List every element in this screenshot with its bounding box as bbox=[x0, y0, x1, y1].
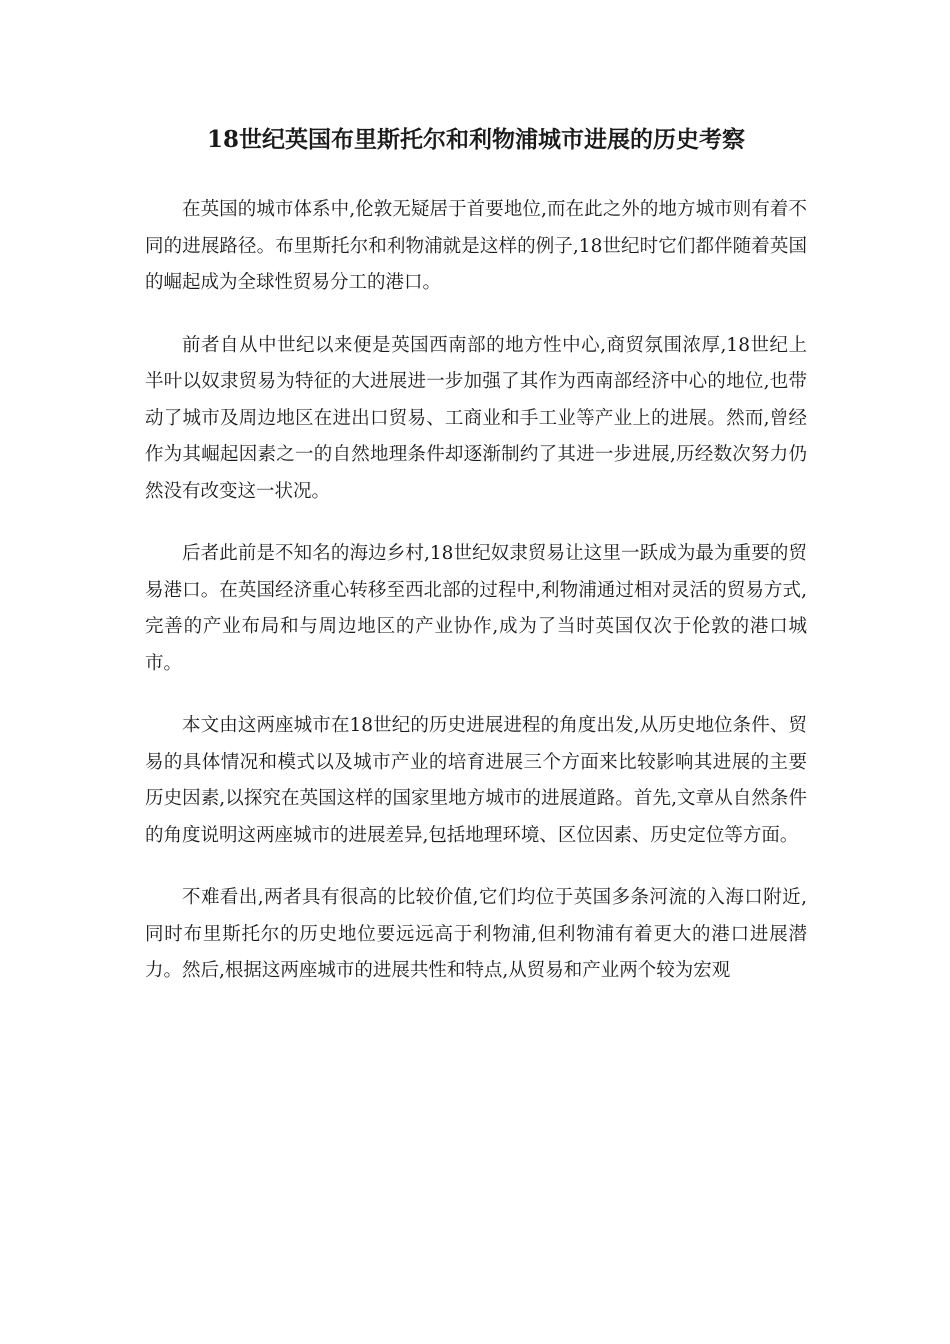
paragraph-1: 在英国的城市体系中,伦敦无疑居于首要地位,而在此之外的地方城市则有着不同的进展路径。布里斯托尔和利物浦就是这样的例子,18世纪时它们都伴随着英国的崛起成为全球性贸易分工的港口。 bbox=[145, 199, 807, 293]
paragraph-5: 不难看出,两者具有很高的比较价值,它们均位于英国多条河流的入海口附近,同时布里斯托尔的历史地位要远远高于利物浦,但利物浦有着更大的港口进展潜力。然后,根据这两座城市的进展共性和特点,从贸易和产业两个较为宏观 bbox=[145, 887, 807, 981]
document-title: 18世纪英国布里斯托尔和利物浦城市进展的历史考察 bbox=[206, 126, 745, 153]
paragraph-3: 后者此前是不知名的海边乡村,18世纪奴隶贸易让这里一跃成为最为重要的贸易港口。在英国经济重心转移至西北部的过程中,利物浦通过相对灵活的贸易方式,完善的产业布局和与周边地区的产业协作,成为了当时英国仅次于伦敦的港口城市。 bbox=[145, 543, 807, 674]
paragraph-2: 前者自从中世纪以来便是英国西南部的地方性中心,商贸氛围浓厚,18世纪上半叶以奴隶贸易为特征的大进展进一步加强了其作为西南部经济中心的地位,也带动了城市及周边地区在进出口贸易、工商业和手工业等产业上的进展。然而,曾经作为其崛起因素之一的自然地理条件却逐渐制约了其进一步进展,历经数次努力仍然没有改变这一状况。 bbox=[145, 334, 807, 502]
paragraph-4: 本文由这两座城市在18世纪的历史进展进程的角度出发,从历史地位条件、贸易的具体情况和模式以及城市产业的培育进展三个方面来比较影响其进展的主要历史因素,以探究在英国这样的国家里地方城市的进展道路。首先,文章从自然条件的角度说明这两座城市的进展差异,包括地理环境、区位因素、历史定位等方面。 bbox=[145, 715, 807, 846]
